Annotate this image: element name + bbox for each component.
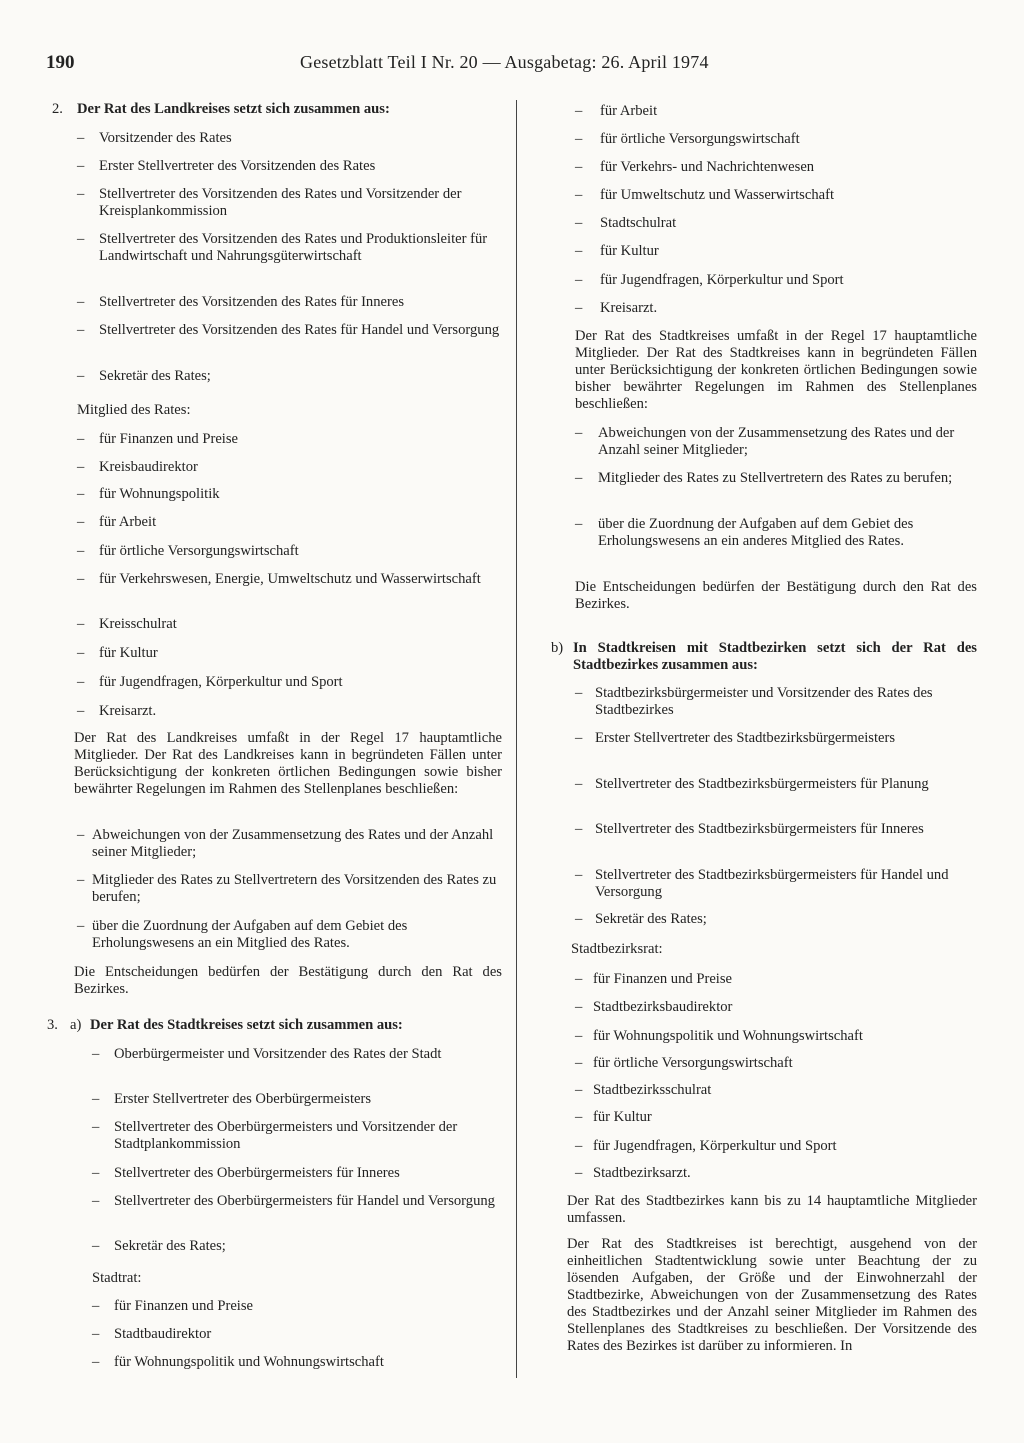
list-item: – für Finanzen und Preise [52, 431, 502, 448]
list-item: – für Finanzen und Preise [553, 971, 977, 988]
decision-item: – Abweichungen von der Zusammensetzung des Rates und der Anzahl seiner Mitglieder; [52, 827, 502, 861]
paragraph: Der Rat des Stadtkreises umfaßt in der Regel 17 hauptamtliche Mitglieder. Der Rat des Stadtkreises kann in begründeten Fällen unter Berücksichtigung der konkreten örtlichen Bedingungen sowie bisher bewährter Regelungen im Rahmen des Stellenplanes beschließen: [575, 328, 977, 412]
section-number: 2. [52, 101, 63, 117]
list-item: – Stadtschulrat [553, 215, 977, 232]
decision-item: – Abweichungen von der Zusammensetzung des Rates und der Anzahl seiner Mitglieder; [553, 425, 977, 459]
list-item: – für Jugendfragen, Körperkultur und Sport [553, 272, 977, 289]
list-item: – für örtliche Versorgungswirtschaft [52, 543, 502, 560]
section-title: Der Rat des Stadtkreises setzt sich zusammen aus: [90, 1017, 403, 1033]
list-item: – für Kultur [553, 243, 977, 260]
list-item: – Kreisarzt. [553, 300, 977, 317]
list-item: – Erster Stellvertreter des Stadtbezirksbürgermeisters [553, 730, 977, 747]
list-item: – Erster Stellvertreter des Vorsitzenden des Rates [52, 158, 502, 175]
list-item: – Stadtbezirksbaudirektor [553, 999, 977, 1016]
paragraph: Der Rat des Stadtbezirkes kann bis zu 14 hauptamtliche Mitglieder umfassen. [567, 1193, 977, 1226]
page-header [46, 52, 976, 78]
list-item: – für Jugendfragen, Körperkultur und Sport [52, 674, 502, 691]
gazette-title: Gesetzblatt Teil I Nr. 20 — Ausgabetag: 26. April 1974 [300, 52, 709, 72]
paragraph: Der Rat des Landkreises umfaßt in der Regel 17 hauptamtliche Mitglieder. Der Rat des Landkreises kann in begründeten Fällen unter Berücksichtigung der konkreten örtlichen Bedingungen sowie bisher bewährter Regelungen im Rahmen des Stellenplanes beschließen: [74, 730, 502, 797]
list-item: – Oberbürgermeister und Vorsitzender des Rates der Stadt [52, 1046, 502, 1063]
list-item: – Vorsitzender des Rates [52, 130, 502, 147]
column-divider [516, 100, 517, 1378]
subsection-label: b) [551, 640, 564, 656]
list-item: – für Umweltschutz und Wasserwirtschaft [553, 187, 977, 204]
list-item: – für Arbeit [52, 514, 502, 531]
list-item: – Stadtbezirksbürgermeister und Vorsitzender des Rates des Stadtbezirkes [553, 685, 977, 719]
list-item: – Stadtbezirksschulrat [553, 1082, 977, 1099]
list-item: – für Verkehrswesen, Energie, Umweltschutz und Wasserwirtschaft [52, 571, 502, 588]
stadtrat-label: Stadtrat: [92, 1270, 142, 1286]
list-item: – Erster Stellvertreter des Oberbürgermeisters [52, 1091, 502, 1108]
paragraph: Der Rat des Stadtkreises ist berechtigt, ausgehend von der einheitlichen Stadtentwicklung sowie unter Beachtung der zu lösenden Aufgaben, der Größe und der Einwohnerzahl der Stadtbezirke, Abweichungen von der Zusammensetzung des Rates des Stadtbezirkes und der Anzahl seiner Mitglieder im Rahmen des Stellenplanes des Stadtkreises zu beschließen. Der Vorsitzende des Rates des Bezirkes ist darüber zu informieren. In [567, 1236, 977, 1354]
decision-item: – über die Zuordnung der Aufgaben auf dem Gebiet des Erholungswesens an ein Mitglied des Rates. [52, 918, 502, 952]
list-item: – Kreisbaudirektor [52, 459, 502, 476]
list-item: – für Kultur [52, 645, 502, 662]
section-number: 3. [47, 1017, 58, 1033]
list-item: – Stellvertreter des Oberbürgermeisters und Vorsitzender der Stadtplankommission [52, 1119, 502, 1153]
list-item: – Stellvertreter des Stadtbezirksbürgermeisters für Handel und Versorgung [553, 867, 977, 901]
list-item: – Stellvertreter des Stadtbezirksbürgermeisters für Inneres [553, 821, 977, 838]
decision-item: – über die Zuordnung der Aufgaben auf dem Gebiet des Erholungswesens an ein anderes Mitglied des Rates. [553, 516, 977, 550]
list-item: – Kreisschulrat [52, 616, 502, 633]
list-item: – Stellvertreter des Vorsitzenden des Rates für Handel und Versorgung [52, 322, 502, 339]
list-item: – Sekretär des Rates; [52, 368, 502, 385]
list-item: – Stellvertreter des Stadtbezirksbürgermeisters für Planung [553, 776, 977, 793]
paragraph: Die Entscheidungen bedürfen der Bestätigung durch den Rat des Bezirkes. [74, 964, 502, 997]
list-item: – für Wohnungspolitik und Wohnungswirtschaft [553, 1028, 977, 1045]
list-item: – für Kultur [553, 1109, 977, 1126]
list-item: – für Wohnungspolitik und Wohnungswirtschaft [52, 1354, 502, 1371]
member-label: Mitglied des Rates: [77, 402, 191, 418]
section-title: In Stadtkreisen mit Stadtbezirken setzt sich der Rat des Stadtbezirkes zusammen aus: [573, 640, 977, 673]
list-item: – Stellvertreter des Oberbürgermeisters für Inneres [52, 1165, 502, 1182]
paragraph: Die Entscheidungen bedürfen der Bestätigung durch den Rat des Bezirkes. [575, 579, 977, 612]
list-item: – Stellvertreter des Vorsitzenden des Rates und Vorsitzender der Kreisplankommission [52, 186, 502, 220]
list-item: – für örtliche Versorgungswirtschaft [553, 131, 977, 148]
list-item: – Kreisarzt. [52, 703, 502, 720]
list-item: – für Wohnungspolitik [52, 486, 502, 503]
list-item: – Stadtbaudirektor [52, 1326, 502, 1343]
decision-item: – Mitglieder des Rates zu Stellvertretern des Rates zu berufen; [553, 470, 977, 487]
stadtbezirksrat-label: Stadtbezirksrat: [571, 941, 663, 957]
list-item: – für Jugendfragen, Körperkultur und Sport [553, 1138, 977, 1155]
list-item: – für Arbeit [553, 103, 977, 120]
list-item: – Sekretär des Rates; [52, 1238, 502, 1255]
list-item: – Stellvertreter des Oberbürgermeisters für Handel und Versorgung [52, 1193, 502, 1210]
subsection-label: a) [70, 1017, 82, 1033]
list-item: – Stellvertreter des Vorsitzenden des Rates für Inneres [52, 294, 502, 311]
list-item: – für Finanzen und Preise [52, 1298, 502, 1315]
list-item: – Stellvertreter des Vorsitzenden des Rates und Produktionsleiter für Landwirtschaft und Nahrungsgüterwirtschaft [52, 231, 502, 265]
section-title: Der Rat des Landkreises setzt sich zusammen aus: [77, 101, 390, 117]
list-item: – Sekretär des Rates; [553, 911, 977, 928]
decision-item: – Mitglieder des Rates zu Stellvertretern des Vorsitzenden des Rates zu berufen; [52, 872, 502, 906]
list-item: – für Verkehrs- und Nachrichtenwesen [553, 159, 977, 176]
page-number: 190 [46, 52, 75, 73]
list-item: – für örtliche Versorgungswirtschaft [553, 1055, 977, 1072]
list-item: – Stadtbezirksarzt. [553, 1165, 977, 1182]
